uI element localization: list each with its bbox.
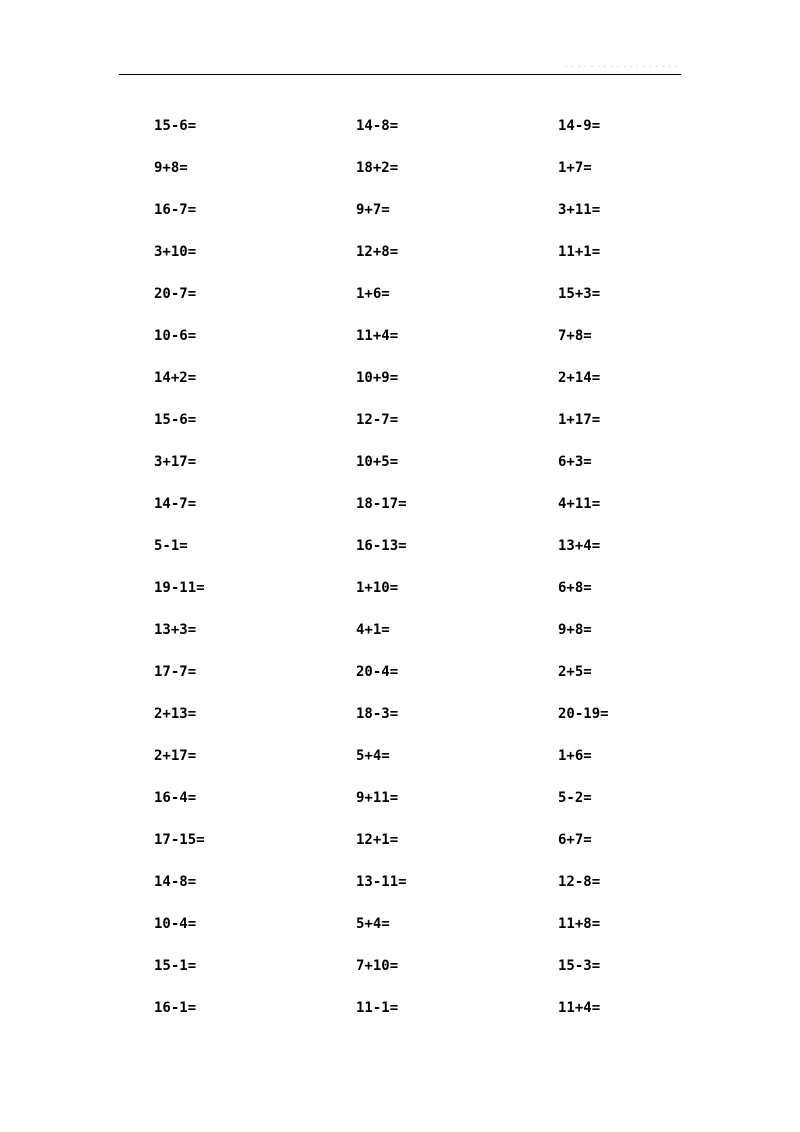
math-problem: 1+10= <box>356 580 399 596</box>
math-problem: 20-4= <box>356 664 399 680</box>
math-problem: 15+3= <box>558 286 601 302</box>
math-problem: 2+13= <box>154 706 197 722</box>
math-problem: 16-1= <box>154 1000 197 1016</box>
math-problem: 15-6= <box>154 412 197 428</box>
math-problem: 11+4= <box>558 1000 601 1016</box>
math-problem: 19-11= <box>154 580 205 596</box>
math-problem: 2+17= <box>154 748 197 764</box>
math-problem: 12+8= <box>356 244 399 260</box>
math-problem: 18-17= <box>356 496 407 512</box>
math-problem: 10+5= <box>356 454 399 470</box>
math-problem: 11+8= <box>558 916 601 932</box>
math-problem: 4+1= <box>356 622 390 638</box>
header-rule <box>119 74 681 75</box>
math-problem: 20-19= <box>558 706 609 722</box>
math-problem: 10+9= <box>356 370 399 386</box>
math-problem: 9+11= <box>356 790 399 806</box>
math-problem: 13-11= <box>356 874 407 890</box>
header-text: · · · · · · · · · · · · · · · · · · <box>565 63 678 71</box>
math-problem: 10-4= <box>154 916 197 932</box>
math-problem: 16-4= <box>154 790 197 806</box>
math-problem: 15-6= <box>154 118 197 134</box>
math-problem: 9+8= <box>558 622 592 638</box>
math-problem: 16-13= <box>356 538 407 554</box>
problem-grid <box>154 116 654 1040</box>
math-problem: 2+5= <box>558 664 592 680</box>
math-problem: 18+2= <box>356 160 399 176</box>
math-problem: 9+7= <box>356 202 390 218</box>
math-problem: 3+10= <box>154 244 197 260</box>
math-problem: 14-7= <box>154 496 197 512</box>
math-problem: 5-1= <box>154 538 188 554</box>
math-problem: 18-3= <box>356 706 399 722</box>
math-problem: 17-15= <box>154 832 205 848</box>
math-problem: 5+4= <box>356 748 390 764</box>
math-problem: 5-2= <box>558 790 592 806</box>
math-problem: 15-3= <box>558 958 601 974</box>
math-problem: 11+1= <box>558 244 601 260</box>
math-problem: 12-8= <box>558 874 601 890</box>
math-problem: 14-8= <box>154 874 197 890</box>
math-problem: 6+7= <box>558 832 592 848</box>
math-problem: 1+6= <box>356 286 390 302</box>
math-problem: 12+1= <box>356 832 399 848</box>
math-problem: 6+8= <box>558 580 592 596</box>
math-problem: 16-7= <box>154 202 197 218</box>
math-problem: 4+11= <box>558 496 601 512</box>
math-problem: 1+17= <box>558 412 601 428</box>
math-problem: 14-8= <box>356 118 399 134</box>
math-problem: 14+2= <box>154 370 197 386</box>
math-problem: 11+4= <box>356 328 399 344</box>
math-problem: 15-1= <box>154 958 197 974</box>
math-problem: 3+17= <box>154 454 197 470</box>
math-problem: 13+4= <box>558 538 601 554</box>
math-problem: 3+11= <box>558 202 601 218</box>
math-problem: 1+6= <box>558 748 592 764</box>
math-problem: 9+8= <box>154 160 188 176</box>
math-problem: 13+3= <box>154 622 197 638</box>
math-problem: 2+14= <box>558 370 601 386</box>
math-problem: 17-7= <box>154 664 197 680</box>
math-problem: 7+10= <box>356 958 399 974</box>
math-problem: 10-6= <box>154 328 197 344</box>
math-problem: 20-7= <box>154 286 197 302</box>
math-problem: 5+4= <box>356 916 390 932</box>
math-problem: 7+8= <box>558 328 592 344</box>
math-problem: 1+7= <box>558 160 592 176</box>
math-problem: 6+3= <box>558 454 592 470</box>
math-problem: 14-9= <box>558 118 601 134</box>
math-problem: 12-7= <box>356 412 399 428</box>
math-problem: 11-1= <box>356 1000 399 1016</box>
